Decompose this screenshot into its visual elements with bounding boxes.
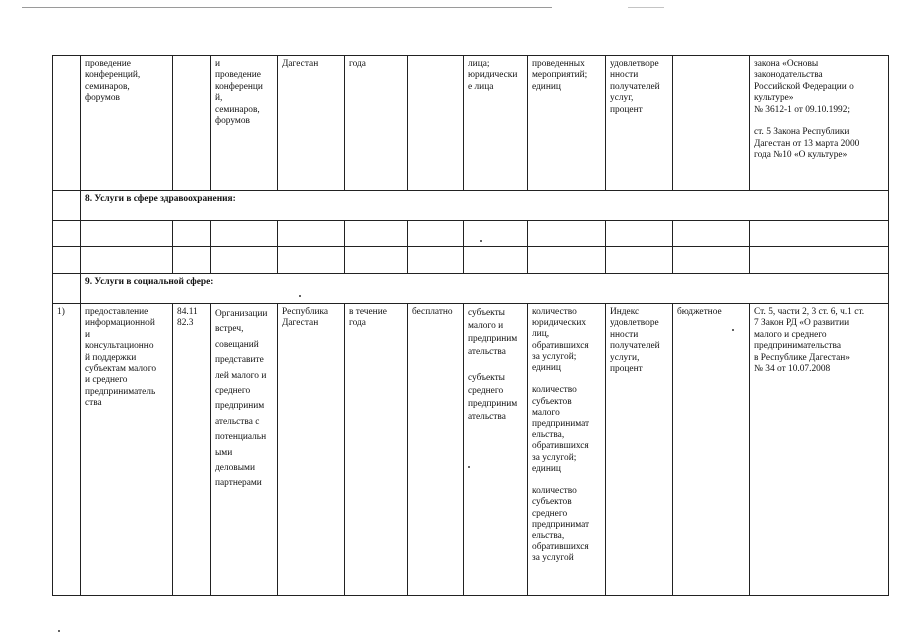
section-row [53,191,889,221]
cell-num [53,56,81,191]
cell-service-name: проведение конференций, семинаров, форумов [81,56,173,191]
scan-speck [480,240,482,242]
cell-payment [408,56,464,191]
cell-code [173,56,211,191]
cell-num [53,191,81,221]
cell-quality-indicator: удовлетворе нности получателей услуг, процент [606,56,673,191]
empty-row [53,247,889,274]
cell-funding [673,56,750,191]
scan-speck [732,329,734,331]
cell-content: Организации встреч, совещаний представите лей малого и среднего предприним ательства с потенциальн ыми деловыми партнерами [211,304,278,596]
cell-code: 84.11 82.3 [173,304,211,596]
scan-top-line-fragment [628,7,664,8]
table-row-service-1 [53,304,889,596]
scan-speck [468,466,470,468]
cell-period: года [345,56,408,191]
cell-territory: Республика Дагестан [278,304,345,596]
cell-territory: Дагестан [278,56,345,191]
cell-num [53,274,81,304]
cell-recipients: лица; юридически е лица [464,56,528,191]
cell-funding: бюджетное [673,304,750,596]
table-row-continued [53,56,889,191]
cell-volume-indicator: проведенных мероприятий; единиц [528,56,606,191]
cell-content: и проведение конференци й, семинаров, форумов [211,56,278,191]
cell-payment: бесплатно [408,304,464,596]
scan-speck [58,630,60,632]
cell-recipients: субъекты малого и предприним ательства субъекты среднего предприним ательства [464,304,528,596]
cell-num: 1) [53,304,81,596]
section-row [53,274,889,304]
cell-volume-indicator: количество юридических лиц, обратившихся за услугой; единиц количество субъектов малого предпринимат ельства, обратившихся за услугой; единиц количество субъектов среднего предпринимат ельства, обратившихся за услугой [528,304,606,596]
cell-period: в течение года [345,304,408,596]
cell-quality-indicator: Индекс удовлетворе нности получателей услуги, процент [606,304,673,596]
cell-legal-basis: закона «Основы законодательства Российской Федерации о культуре» № 3612-1 от 09.10.1992; ст. 5 Закона Республики Дагестан от 13 марта 2000 года №10 «О культуре» [750,56,889,191]
section-title-healthcare: 8. Услуги в сфере здравоохранения: [81,191,889,221]
scan-top-line [22,7,552,8]
cell-legal-basis: Ст. 5, части 2, 3 ст. 6, ч.1 ст. 7 Закон РД «О развитии малого и среднего предпринимательства в Республике Дагестан» № 34 от 10.07.2008 [750,304,889,596]
empty-row [53,221,889,247]
services-table [52,55,889,596]
section-title-social: 9. Услуги в социальной сфере: [81,274,889,304]
scan-speck [299,295,301,297]
cell-service-name: предоставление информационной и консультационно й поддержки субъектам малого и среднего предприниматель ства [81,304,173,596]
